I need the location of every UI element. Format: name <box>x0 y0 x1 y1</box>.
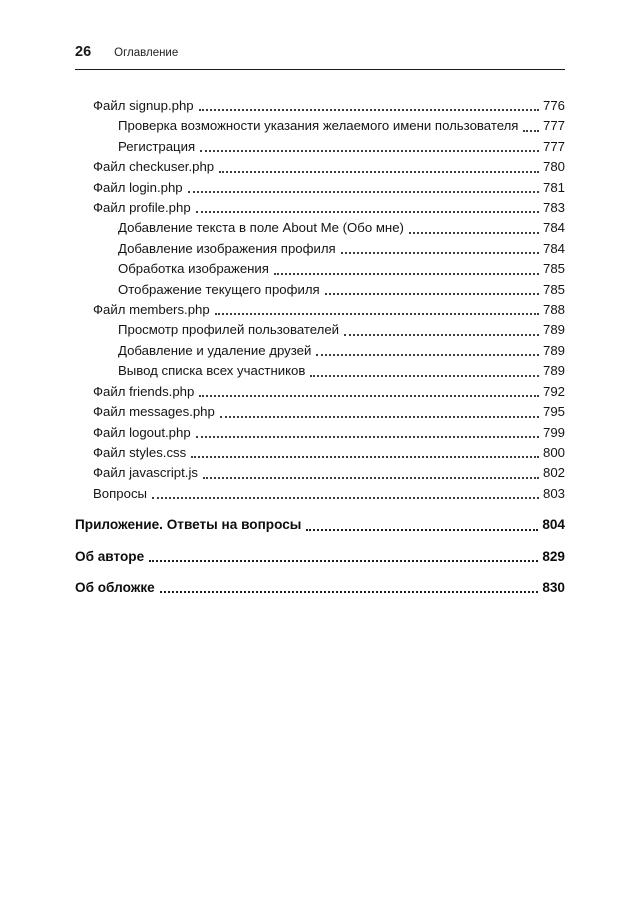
toc-dot-leader <box>160 573 539 593</box>
toc-page-number: 777 <box>542 118 565 134</box>
toc-entry-label: Об обложке <box>75 579 155 595</box>
toc-page-number: 799 <box>542 424 565 440</box>
toc-entry-label: Файл profile.php <box>93 200 191 216</box>
toc-dot-leader <box>152 479 539 499</box>
toc-dot-leader <box>149 542 538 562</box>
toc-entry-label: Файл styles.css <box>93 444 187 460</box>
toc-entry-label: Отображение текущего профиля <box>118 281 320 297</box>
toc-page-number: 780 <box>542 159 565 175</box>
toc-entry-label: Регистрация <box>118 138 196 154</box>
toc-dot-leader <box>341 234 539 254</box>
toc-dot-leader <box>306 510 538 530</box>
toc-page-number: 795 <box>542 404 565 420</box>
toc-page-number: 829 <box>542 548 565 564</box>
toc-dot-leader <box>188 173 539 193</box>
toc-entry-label: Файл login.php <box>93 179 183 195</box>
running-title: Оглавление <box>114 47 179 59</box>
toc-entry-label: Об авторе <box>75 548 145 564</box>
toc-entry-label: Проверка возможности указания желаемого имени пользователя <box>118 118 519 134</box>
toc-page-number: 776 <box>542 98 565 113</box>
toc-entry-label: Файл javascript.js <box>93 465 198 481</box>
toc-dot-leader <box>219 152 539 172</box>
toc-dot-leader <box>215 295 539 315</box>
toc-dot-leader <box>191 438 539 458</box>
toc-page-number: 777 <box>542 138 565 154</box>
toc-page-number: 802 <box>542 465 565 481</box>
toc-dot-leader <box>316 336 539 356</box>
toc-dot-leader <box>274 254 539 274</box>
toc-dot-leader <box>199 377 539 397</box>
toc-dot-leader <box>203 458 539 478</box>
toc-page-number: 789 <box>542 342 565 358</box>
toc-dot-leader <box>196 418 539 438</box>
page-header <box>75 44 565 60</box>
toc-entry-label: Вывод списка всех участников <box>118 363 306 379</box>
toc-page-number: 804 <box>542 517 565 533</box>
toc-page-number: 784 <box>542 240 565 256</box>
toc-entry-label: Добавление изображения профиля <box>118 240 336 256</box>
toc-dot-leader <box>325 275 539 295</box>
toc-dot-leader <box>310 356 539 376</box>
toc-dot-leader <box>200 132 539 152</box>
toc-dot-leader <box>196 193 539 213</box>
toc-page-number: 785 <box>542 261 565 277</box>
toc-dot-leader <box>199 91 539 111</box>
toc-page-number: 789 <box>542 363 565 379</box>
toc-page-number: 789 <box>542 322 565 338</box>
toc-entry-label: Файл logout.php <box>93 424 191 440</box>
toc-page-number: 784 <box>542 220 565 236</box>
toc-page-number: 792 <box>542 383 565 399</box>
toc-dot-leader <box>523 111 539 131</box>
toc-dot-leader <box>220 397 539 417</box>
toc-entry-label: Вопросы <box>93 485 148 501</box>
toc-entry-label: Приложение. Ответы на вопросы <box>75 517 302 533</box>
toc-entry-label: Обработка изображения <box>118 261 269 277</box>
toc-page-number: 800 <box>542 444 565 460</box>
toc-entry-label: Файл signup.php <box>93 98 194 113</box>
toc-dot-leader <box>409 213 539 233</box>
toc-page-number: 781 <box>542 179 565 195</box>
toc-entry-label: Файл messages.php <box>93 404 215 420</box>
header-rule <box>75 69 565 70</box>
toc-page-number: 785 <box>542 281 565 297</box>
toc-entry-label: Добавление и удаление друзей <box>118 342 312 358</box>
toc-page-number: 803 <box>542 485 565 501</box>
page-number: 26 <box>75 44 92 60</box>
toc-entry-label: Файл members.php <box>93 302 210 318</box>
toc-page-number: 788 <box>542 302 565 318</box>
toc-dot-leader <box>344 315 539 335</box>
toc-page-number: 783 <box>542 200 565 216</box>
toc-entry <box>93 484 565 504</box>
toc-page-number: 830 <box>542 579 565 595</box>
toc-entry <box>93 96 565 116</box>
table-of-contents <box>75 96 565 598</box>
toc-entry <box>75 547 565 567</box>
toc-entry-label: Просмотр профилей пользователей <box>118 322 340 338</box>
toc-entry <box>75 515 565 535</box>
toc-entry-label: Файл friends.php <box>93 383 195 399</box>
toc-entry <box>75 578 565 598</box>
toc-entry-label: Файл checkuser.php <box>93 159 215 175</box>
toc-entry-label: Добавление текста в поле About Me (Обо мне) <box>118 220 404 236</box>
